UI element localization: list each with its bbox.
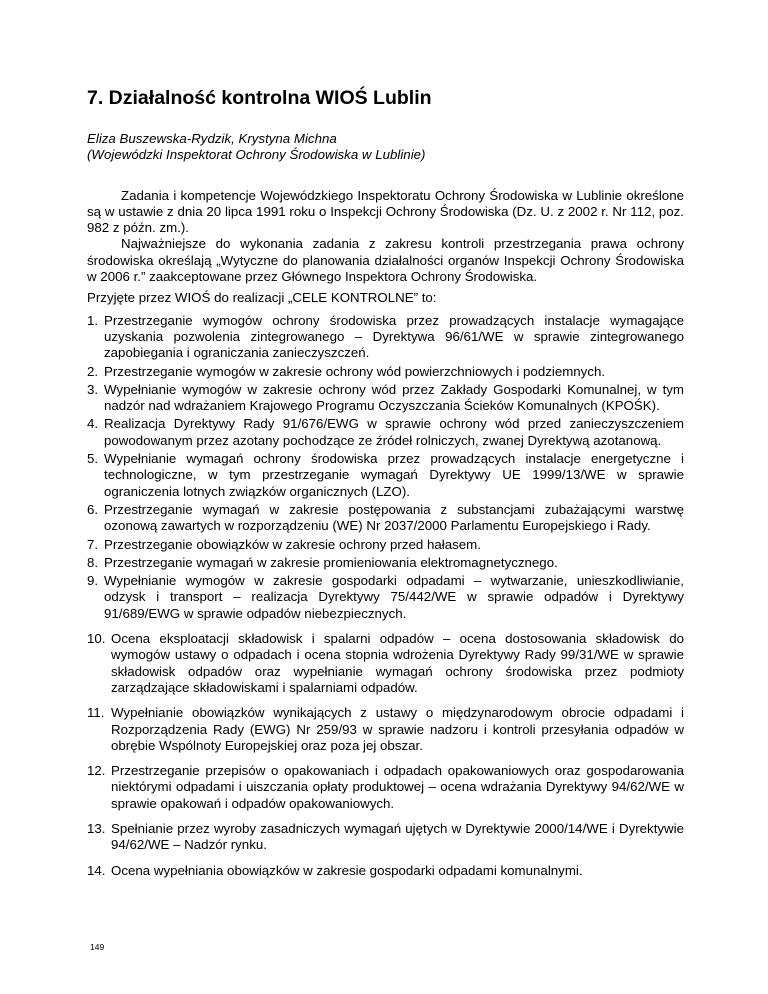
list-item (87, 364, 684, 380)
item-text: Przestrzeganie wymogów w zakresie ochrony wód powierzchniowych i podziemnych. (104, 363, 606, 379)
page-content (87, 86, 684, 881)
goals-intro: Przyjęte przez WIOŚ do realizacji „CELE KONTROLNE” to: (87, 290, 437, 306)
list-item (87, 502, 684, 535)
list-item (87, 631, 684, 696)
item-text: Wypełnianie wymogów w zakresie gospodarki odpadami – wytwarzanie, unieszkodliwianie, odzysk i transport – realizacja Dyrektywy 75/442/WE w sprawie odpadów i Dyrektywy 91/689/EWG w sprawie odpadów niebezpiecznych. (104, 573, 684, 621)
item-text: Przestrzeganie wymagań w zakresie postępowania z substancjami zubażającymi warstwę ozonową zawartych w rozporządzeniu (WE) Nr 2037/2000 Parlamentu Europejskiego i Rady. (104, 501, 684, 534)
item-number: 8. (87, 554, 99, 570)
item-text: Wypełnianie obowiązków wynikających z ustawy o międzynarodowym obrocie odpadami i Rozporządzenia Rady (EWG) Nr 259/93 w sprawie nadzoru i kontroli przesyłania odpadów w obrębie Wspólnoty Europejskiej oraz poza jej obszar. (111, 705, 684, 753)
list-item (87, 573, 684, 622)
item-number: 2. (87, 363, 99, 379)
list-item (87, 705, 684, 754)
list-item (87, 313, 684, 362)
item-number: 13. (87, 820, 106, 836)
guidelines-paragraph: Najważniejsze do wykonania zadania z zakresu kontroli przestrzegania prawa ochrony środowiska określają „Wytyczne do planowania działalności organów Inspekcji Ochrony Środowiska w 2006 r.” zaakceptowane przez Głównego Inspektora Ochrony Środowiska. (87, 236, 684, 285)
list-item (87, 451, 684, 500)
item-number: 14. (87, 862, 106, 878)
list-item (87, 821, 684, 854)
intro-section (87, 188, 684, 286)
page-number: 149 (90, 942, 105, 952)
item-text: Ocena wypełniania obowiązków w zakresie gospodarki odpadami komunalnymi. (111, 862, 583, 878)
item-text: Realizacja Dyrektywy Rady 91/676/EWG w sprawie ochrony wód przed zanieczyszczeniem powodowanym przez azotany pochodzące ze źródeł rolniczych, zwanej Dyrektywą azotanową. (104, 416, 684, 448)
item-text: Ocena eksploatacji składowisk i spalarni odpadów – ocena dostosowania składowisk do wymogów ustawy o odpadach i ocena stopnia wdrożenia Dyrektywy Rady 99/31/WE w sprawie składowisk odpadów oraz wypełnianie wymagań ochrony środowiska przez podmioty zarządzające składowiskami i spalarniami odpadów. (111, 631, 684, 695)
item-number: 9. (87, 573, 99, 589)
author-names: Eliza Buszewska-Rydzik, Krystyna Michna (87, 131, 337, 146)
list-item (87, 763, 684, 812)
item-text: Przestrzeganie wymagań w zakresie promieniowania elektromagnetycznego. (104, 554, 558, 570)
list-item (87, 555, 684, 571)
item-number: 7. (87, 536, 99, 552)
item-number: 1. (87, 312, 99, 328)
intro-paragraph: Zadania i kompetencje Wojewódzkiego Inspektoratu Ochrony Środowiska w Lublinie określone są w ustawie z dnia 20 lipca 1991 roku o Inspekcji Ochrony Środowiska (Dz. U. z 2002 r. Nr 112, poz. 982 z późn. zm.). (87, 187, 684, 236)
item-text: Spełnianie przez wyroby zasadniczych wymagań ujętych w Dyrektywie 2000/14/WE i Dyrektywie 94/62/WE – Nadzór rynku. (111, 820, 684, 853)
item-text: Wypełnianie wymogów w zakresie ochrony wód przez Zakłady Gospodarki Komunalnej, w tym nadzór nad wdrażaniem Krajowego Programu Oczyszczania Ścieków Komunalnych (KPOŚK). (104, 381, 684, 414)
item-text: Przestrzeganie wymogów ochrony środowiska przez prowadzących instalacje wymagające uzyskania pozwolenia zintegrowanego – Dyrektywa 96/61/WE w sprawie zintegrowanego zapobiegania i ograniczania zanieczyszczeń. (104, 312, 684, 361)
item-number: 10. (87, 631, 106, 647)
list-item (87, 537, 684, 553)
item-text: Przestrzeganie obowiązków w zakresie ochrony przed hałasem. (104, 536, 481, 552)
item-number: 4. (87, 416, 99, 432)
item-number: 11. (87, 705, 105, 721)
list-item (87, 416, 684, 449)
list-item (87, 382, 684, 415)
goals-list (87, 313, 684, 879)
item-number: 12. (87, 763, 106, 779)
author-affiliation: (Wojewódzki Inspektorat Ochrony Środowiska w Lublinie) (87, 147, 426, 163)
item-text: Wypełnianie wymagań ochrony środowiska przez prowadzących instalacje energetyczne i technologiczne, w tym przestrzeganie wymagań Dyrektywy UE 1999/13/WE w sprawie ograniczenia lotnych związków organicznych (LZO). (104, 451, 684, 499)
item-text: Przestrzeganie przepisów o opakowaniach i odpadach opakowaniowych oraz gospodarowania niektórymi odpadami i uiszczania opłaty produktowej – ocena wdrażania Dyrektywy 94/62/WE w sprawie opakowań i odpadów opakowaniowych. (111, 763, 684, 811)
item-number: 5. (87, 451, 99, 467)
page-title: 7. Działalność kontrolna WIOŚ Lublin (87, 87, 432, 109)
item-number: 6. (87, 501, 99, 517)
list-item (87, 863, 684, 879)
authors-block (87, 131, 684, 164)
item-number: 3. (87, 381, 99, 397)
